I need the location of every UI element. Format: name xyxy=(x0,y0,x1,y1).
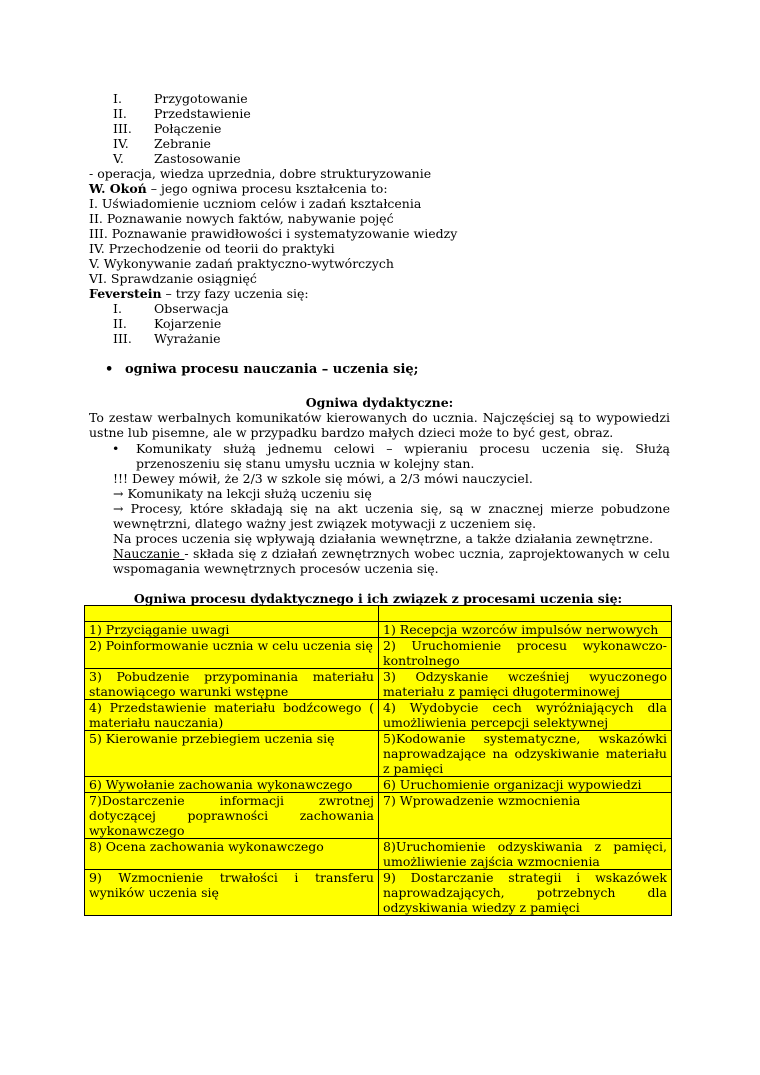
feverstein-item: Wyrażanie xyxy=(154,331,221,346)
proces-line: Na proces uczenia się wpływają działania wewnętrzne, a także działania zewnętrzne. xyxy=(113,531,654,546)
subsection-title: Ogniwa dydaktyczne: xyxy=(305,395,454,410)
arrow-text-cont: wewnętrzni, dlatego ważny jest związek motywacji z uczeniem się. xyxy=(113,516,537,531)
table-row xyxy=(85,870,672,916)
list-number: III. xyxy=(113,331,132,346)
table-cell-left: 7)Dostarczenie informacji zwrotnej dotyczącej poprawności zachowania wykonawczego xyxy=(85,793,379,839)
arrow-text: Komunikaty na lekcji służą uczeniu się xyxy=(123,486,372,501)
okon-item: III. Poznawanie prawidłowości i systematyzowanie wiedzy xyxy=(89,226,458,241)
table-row xyxy=(85,606,672,622)
list-item: Przedstawienie xyxy=(154,106,251,121)
list-number: I. xyxy=(113,301,122,316)
feverstein-intro: – trzy fazy uczenia się: xyxy=(161,286,309,301)
note-line: - operacja, wiedza uprzednia, dobre strukturyzowanie xyxy=(89,166,432,181)
table-row xyxy=(85,793,672,839)
nauczanie-term: Nauczanie xyxy=(113,546,185,561)
table-cell-left: 9) Wzmocnienie trwałości i transferu wyników uczenia się xyxy=(85,870,379,916)
table-cell-left: 1) Przyciąganie uwagi xyxy=(85,622,379,638)
list-item: Zebranie xyxy=(154,136,211,151)
table-row xyxy=(85,669,672,700)
bullet-text-line: Komunikaty służą jednemu celowi – wpieraniu procesu uczenia się. Służą xyxy=(136,441,670,456)
table-cell-left: 2) Poinformowanie ucznia w celu uczenia się xyxy=(85,638,379,669)
okon-item: VI. Sprawdzanie osiągnięć xyxy=(89,271,257,286)
table-cell-right xyxy=(379,606,672,622)
list-number: I. xyxy=(113,91,122,106)
list-item: Przygotowanie xyxy=(154,91,248,106)
paragraph-line: ustne lub pisemne, ale w przypadku bardzo małych dzieci może to być gest, obraz. xyxy=(89,425,614,440)
nauczanie-line-cont: wspomagania wewnętrznych procesów uczenia się. xyxy=(113,561,439,576)
okon-item: II. Poznawanie nowych faktów, nabywanie pojęć xyxy=(89,211,394,226)
table-row xyxy=(85,700,672,731)
arrow-text: Procesy, które składają się na akt uczenia się, są w znacznej mierze pobudzone xyxy=(123,501,670,516)
list-item: Połączenie xyxy=(154,121,222,136)
feverstein-heading xyxy=(89,286,309,301)
table-row xyxy=(85,622,672,638)
table-cell-right: 5)Kodowanie systematyczne, wskazówki naprowadzające na odzyskiwanie materiału z pamięci xyxy=(379,731,672,777)
bullet-icon: • xyxy=(105,362,114,377)
list-number: III. xyxy=(113,121,132,136)
table-row xyxy=(85,839,672,870)
feverstein-item: Obserwacja xyxy=(154,301,229,316)
table-row xyxy=(85,638,672,669)
okon-name: W. Okoń xyxy=(89,181,147,196)
table-cell-right: 2) Uruchomienie procesu wykonawczo-kontrolnego xyxy=(379,638,672,669)
table-cell-right: 7) Wprowadzenie wzmocnienia xyxy=(379,793,672,839)
paragraph-line: To zestaw werbalnych komunikatów kierowanych do ucznia. Najczęściej są to wypowiedzi xyxy=(89,410,670,425)
table-cell-right: 3) Odzyskanie wcześniej wyuczonego materiału z pamięci długoterminowej xyxy=(379,669,672,700)
list-number: II. xyxy=(113,316,127,331)
list-item: Zastosowanie xyxy=(154,151,241,166)
okon-heading xyxy=(89,181,388,196)
table-cell-left: 6) Wywołanie zachowania wykonawczego xyxy=(85,777,379,793)
dewey-line: !!! Dewey mówił, że 2/3 w szkole się mówi, a 2/3 mówi nauczyciel. xyxy=(113,471,533,486)
arrow-line xyxy=(113,501,670,516)
okon-item: IV. Przechodzenie od teorii do praktyki xyxy=(89,241,335,256)
table-cell-right: 9) Dostarczanie strategii i wskazówek naprowadzających, potrzebnych dla odzyskiwania wiedzy z pamięci xyxy=(379,870,672,916)
okon-item: I. Uświadomienie uczniom celów i zadań kształcenia xyxy=(89,196,422,211)
list-number: IV. xyxy=(113,136,129,151)
nauczanie-definition: - składa się z działań zewnętrznych wobec ucznia, zaprojektowanych w celu xyxy=(184,546,670,561)
table-row xyxy=(85,777,672,793)
nauczanie-line xyxy=(113,546,670,561)
bullet-icon: • xyxy=(112,441,120,456)
arrow-icon: → xyxy=(113,501,124,516)
table-cell-left xyxy=(85,606,379,622)
ogniwa-table xyxy=(84,605,672,916)
table-row xyxy=(85,731,672,777)
table-cell-right: 1) Recepcja wzorców impulsów nerwowych xyxy=(379,622,672,638)
table-cell-left: 3) Pobudzenie przypominania materiału stanowiącego warunki wstępne xyxy=(85,669,379,700)
okon-intro: – jego ogniwa procesu kształcenia to: xyxy=(146,181,388,196)
feverstein-name: Feverstein xyxy=(89,286,162,301)
feverstein-item: Kojarzenie xyxy=(154,316,222,331)
table-cell-left: 4) Przedstawienie materiału bodźcowego ( materiału nauczania) xyxy=(85,700,379,731)
list-number: V. xyxy=(113,151,124,166)
list-number: II. xyxy=(113,106,127,121)
arrow-icon: → xyxy=(113,486,124,501)
table-title: Ogniwa procesu dydaktycznego i ich związek z procesami uczenia się: xyxy=(133,591,623,606)
section-heading: ogniwa procesu nauczania – uczenia się; xyxy=(125,362,419,377)
table-cell-right: 8)Uruchomienie odzyskiwania z pamięci, umożliwienie zajścia wzmocnienia xyxy=(379,839,672,870)
table-cell-left: 5) Kierowanie przebiegiem uczenia się xyxy=(85,731,379,777)
arrow-line xyxy=(113,486,372,501)
table-cell-left: 8) Ocena zachowania wykonawczego xyxy=(85,839,379,870)
bullet-text-line: przenoszeniu się stanu umysłu ucznia w kolejny stan. xyxy=(136,456,475,471)
table-cell-right: 4) Wydobycie cech wyróżniających dla umożliwienia percepcji selektywnej xyxy=(379,700,672,731)
table-cell-right: 6) Uruchomienie organizacji wypowiedzi xyxy=(379,777,672,793)
okon-item: V. Wykonywanie zadań praktyczno-wytwórczych xyxy=(89,256,394,271)
